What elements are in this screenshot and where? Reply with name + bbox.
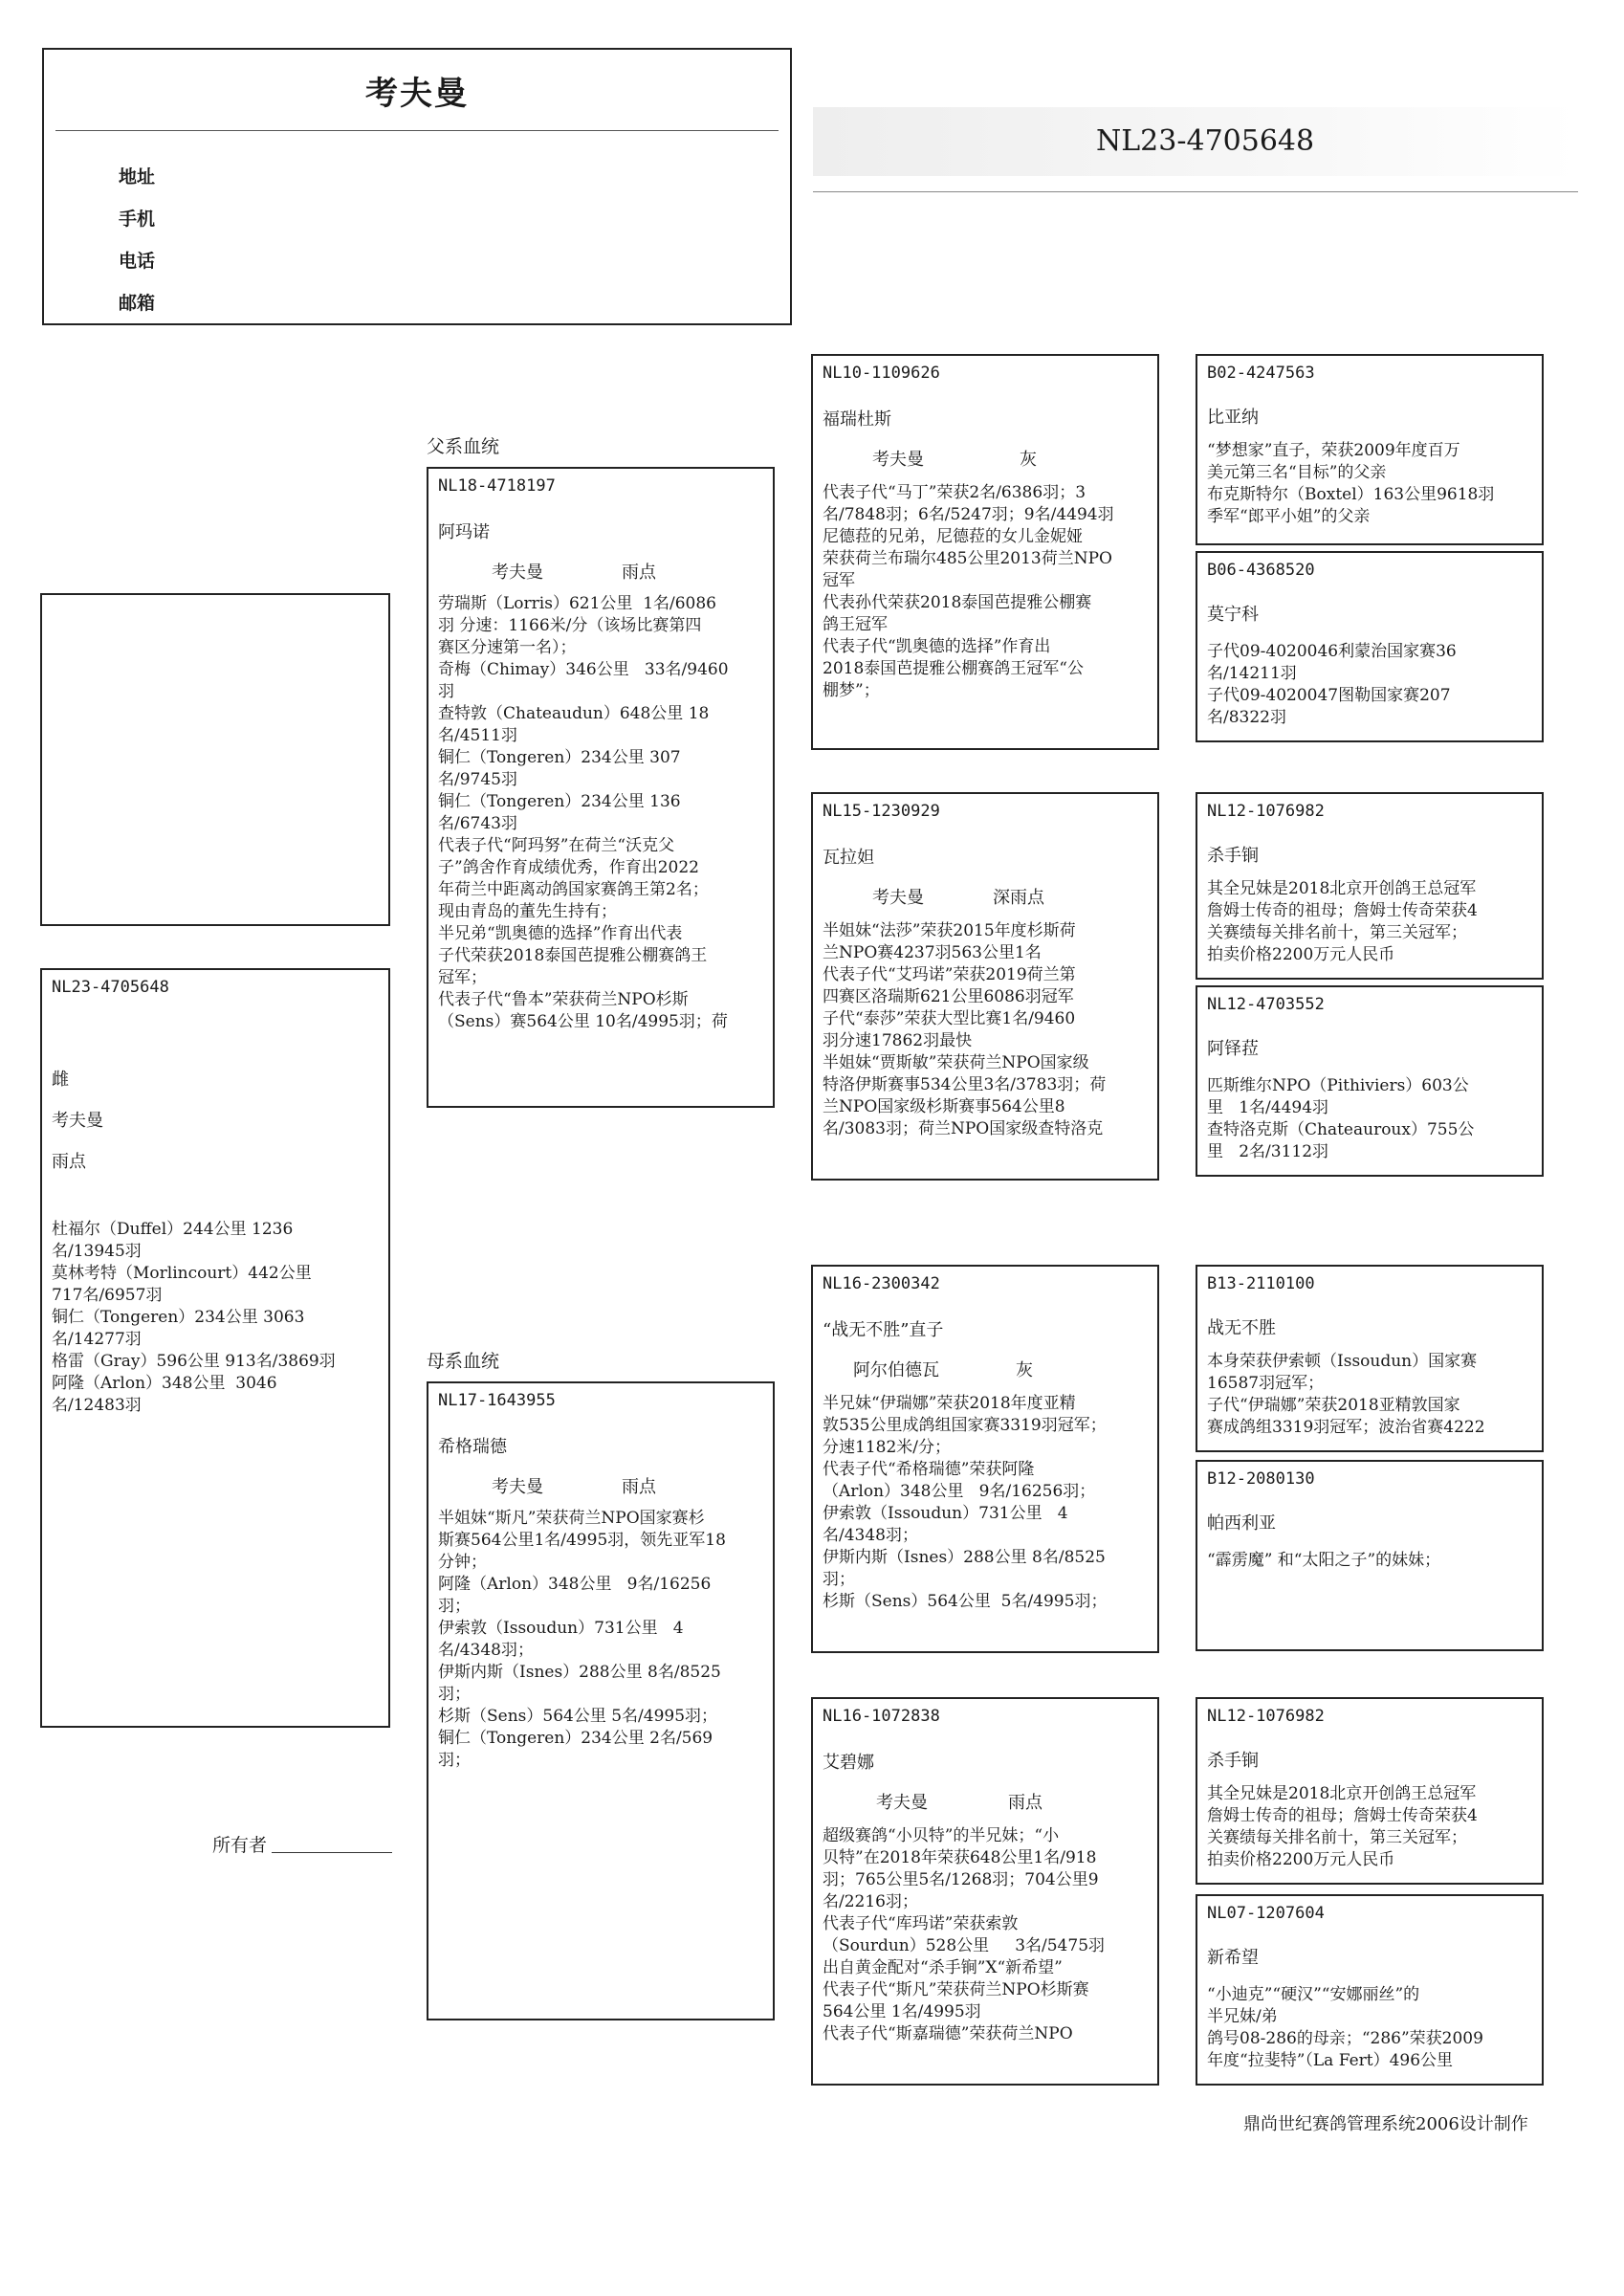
ggp-dsd-name: 帕西利亚 [1207, 1513, 1276, 1534]
photo-box [40, 593, 390, 926]
subject-results: 杜福尔（Duffel）244公里 1236 名/13945羽 莫林考特（Morlincourt）442公里 717名/6957羽 铜仁（Tongeren）234公里 3063 名/14277羽 格雷（Gray）596公里 913名/3869羽 阿隆（Arlon）348公里 3046 名/12483羽 [52, 1220, 336, 1415]
ggp-dsd-ring: B12-2080130 [1207, 1469, 1315, 1489]
gp-dd-name: 艾碧娜 [823, 1753, 874, 1773]
sire-card [427, 467, 775, 1108]
sire-breeder: 考夫曼 [492, 563, 543, 583]
owner-info-box [42, 48, 792, 325]
gp-sd-ring: NL15-1230929 [823, 802, 940, 821]
gp-dd-color: 雨点 [1008, 1793, 1042, 1813]
granddam-sire-card [811, 792, 1159, 1181]
ggp-ddd-description: “小迪克”“硬汉”“安娜丽丝”的 半兄妹/弟 鸽号08-286的母亲；“286”荣获2009 年度“拉斐特”（La Fert）496公里 [1207, 1985, 1483, 2070]
ggp-dss-card [1196, 1265, 1544, 1452]
gp-sd-name: 瓦拉妲 [823, 848, 874, 868]
gp-dd-description: 超级赛鸽“小贝特”的半兄妹；“小 贝特”在2018年荣获648公里1名/918 羽；765公里5名/1268羽；704公里9 名/2216羽； 代表子代“库玛诺”荣获索敦 （Sourdun）528公里 3名/5475羽 出自黄金配对“杀手锏”X“新希望” 代表子代“斯凡”荣获荷兰NPO杉斯赛 564公里 1名/4995羽 代表子代“斯嘉瑞德”荣获荷兰NPO [823, 1826, 1106, 2043]
ggp-sss-description: “梦想家”直子，荣获2009年度百万 美元第三名“目标”的父亲 布克斯特尔（Boxtel）163公里9618羽 季军“郎平小姐”的父亲 [1207, 441, 1495, 526]
ggp-dds-name: 杀手锏 [1207, 1751, 1259, 1771]
ggp-ddd-ring: NL07-1207604 [1207, 1904, 1325, 1923]
sire-color: 雨点 [622, 563, 656, 583]
ggp-dss-ring: B13-2110100 [1207, 1274, 1315, 1293]
subject-card [40, 968, 390, 1728]
gp-dd-breeder: 考夫曼 [876, 1793, 928, 1813]
owner-signature-line [272, 1852, 392, 1853]
ggp-sds-ring: NL12-1076982 [1207, 802, 1325, 821]
gp-ss-name: 福瑞杜斯 [823, 409, 891, 430]
ggp-sdd-ring: NL12-4703552 [1207, 995, 1325, 1014]
ggp-sdd-name: 阿铎菈 [1207, 1039, 1259, 1059]
ggp-ssd-card [1196, 551, 1544, 742]
ggp-sds-name: 杀手锏 [1207, 846, 1259, 866]
ggp-dsd-description: “霹雳魔” 和“太阳之子”的妹妹； [1207, 1551, 1441, 1570]
gp-ss-ring: NL10-1109626 [823, 364, 940, 383]
ggp-ssd-ring: B06-4368520 [1207, 561, 1315, 580]
gp-sd-description: 半姐妹“法莎”荣获2015年度杉斯荷 兰NPO赛4237羽563公里1名 代表子代“艾玛诺”荣获2019荷兰第 四赛区洛瑞斯621公里6086羽冠军 子代“泰莎”荣获大型比赛1名/9460 羽分速17862羽最快 半姐妹“贾斯敏”荣获荷兰NPO国家级 特洛伊斯赛事534公里3名/3783羽；荷 兰NPO国家级杉斯赛事564公里8 名/3083羽；荷兰NPO国家级查特洛克 [823, 921, 1107, 1138]
mobile-label: 手机 [119, 209, 156, 230]
grandsire-dam-card [811, 1265, 1159, 1653]
ggp-sdd-description: 匹斯维尔NPO（Pithiviers）603公 里 1名/4494羽 查特洛克斯（Chateauroux）755公 里 2名/3112羽 [1207, 1076, 1475, 1161]
dam-line-label: 母系血统 [427, 1351, 500, 1372]
gp-ds-breeder: 阿尔伯德瓦 [853, 1360, 939, 1380]
ggp-dds-description: 其全兄妹是2018北京开创鸽王总冠军 詹姆士传奇的祖母；詹姆士传奇荣获4 关赛绩每关排名前十，第三关冠军； 拍卖价格2200万元人民币 [1207, 1784, 1478, 1869]
gp-ds-ring: NL16-2300342 [823, 1274, 940, 1293]
ggp-dds-card [1196, 1697, 1544, 1885]
ggp-sss-ring: B02-4247563 [1207, 364, 1315, 383]
ggp-dss-description: 本身荣获伊索顿（Issoudun）国家赛 16587羽冠军； 子代“伊瑞娜”荣获2018亚精敦国家 赛成鸽组3319羽冠军；波治省赛4222 [1207, 1352, 1485, 1437]
dam-card [427, 1381, 775, 2020]
ggp-ddd-card [1196, 1894, 1544, 2086]
dam-color: 雨点 [622, 1477, 656, 1497]
ggp-sss-name: 比亚纳 [1207, 408, 1259, 428]
gp-sd-color: 深雨点 [993, 888, 1044, 908]
subject-color: 雨点 [52, 1152, 86, 1172]
sire-name: 阿玛诺 [438, 522, 490, 542]
owner-name: 考夫曼 [365, 75, 469, 113]
ggp-dsd-card [1196, 1460, 1544, 1651]
ggp-ssd-name: 莫宁科 [1207, 605, 1259, 625]
phone-label: 电话 [119, 251, 156, 272]
ggp-sds-card [1196, 792, 1544, 980]
ggp-dds-ring: NL12-1076982 [1207, 1707, 1325, 1726]
footer-credit: 鼎尚世纪赛鸽管理系统2006设计制作 [1243, 2114, 1528, 2134]
gp-dd-ring: NL16-1072838 [823, 1707, 940, 1726]
address-label: 地址 [119, 166, 156, 188]
subject-sex: 雌 [52, 1070, 69, 1090]
sire-line-label: 父系血统 [427, 436, 500, 457]
owner-divider [55, 130, 779, 131]
gp-sd-breeder: 考夫曼 [872, 888, 924, 908]
gp-ds-name: “战无不胜”直子 [823, 1320, 944, 1340]
owner-signature-label [212, 1831, 267, 1857]
sire-description: 劳瑞斯（Lorris）621公里 1名/6086 羽 分速：1166米/分（该场比赛第四 赛区分速第一名）； 奇梅（Chimay）346公里 33名/9460 羽 查特敦（Chateaudun）648公里 18 名/4511羽 铜仁（Tongeren）234公里 307 名/9745羽 铜仁（Tongeren）234公里 136 名/6743羽 代表子代“阿玛努”在荷兰“沃克父 子”鸽舍作育成绩优秀，作育出2022 年荷兰中距离动鸽国家赛鸽王第2名； 现由青岛的董先生持有； 半兄弟“凯奥德的选择”作育出代表 子代荣获2018泰国芭提雅公棚赛鸽王 冠军； 代表子代“鲁本”荣获荷兰NPO杉斯 （Sens）赛564公里 10名/4995羽；荷 [438, 594, 729, 1031]
dam-breeder: 考夫曼 [492, 1477, 543, 1497]
granddam-dam-card [811, 1697, 1159, 2086]
ggp-ddd-name: 新希望 [1207, 1948, 1259, 1968]
gp-ss-breeder: 考夫曼 [872, 450, 924, 470]
gp-ss-description: 代表子代“马丁”荣获2名/6386羽；3 名/7848羽；6名/5247羽；9名/4494羽 尼德菈的兄弟，尼德菈的女儿金妮娅 荣获荷兰布瑞尔485公里2013荷兰NPO 冠军 代表孙代荣获2018泰国芭提雅公棚赛 鸽王冠军 代表子代“凯奥德的选择”作育出 2018泰国芭提雅公棚赛鸽王冠军“公 棚梦”； [823, 483, 1114, 700]
dam-description: 半姐妹“斯凡”荣获荷兰NPO国家赛杉 斯赛564公里1名/4995羽，领先亚军18 分钟； 阿隆（Arlon）348公里 9名/16256 羽； 伊索敦（Issoudun）731公里 4 名/4348羽； 伊斯内斯（Isnes）288公里 8名/8525 羽； 杉斯（Sens）564公里 5名/4995羽； 铜仁（Tongeren）234公里 2名/569 羽； [438, 1509, 726, 1770]
subject-breeder: 考夫曼 [52, 1111, 103, 1131]
gp-ds-color: 灰 [1016, 1360, 1033, 1380]
header-divider [813, 191, 1578, 192]
ggp-sss-card [1196, 354, 1544, 545]
owner-label-text: 所有者 [212, 1835, 268, 1856]
grandsire-sire-card [811, 354, 1159, 750]
email-label: 邮箱 [119, 293, 156, 314]
gp-ss-color: 灰 [1020, 450, 1037, 470]
ggp-sdd-card [1196, 985, 1544, 1177]
ggp-dss-name: 战无不胜 [1207, 1318, 1276, 1338]
sire-ring: NL18-4718197 [438, 476, 556, 496]
ggp-sds-description: 其全兄妹是2018北京开创鸽王总冠军 詹姆士传奇的祖母；詹姆士传奇荣获4 关赛绩每关排名前十，第三关冠军； 拍卖价格2200万元人民币 [1207, 879, 1478, 964]
dam-ring: NL17-1643955 [438, 1391, 556, 1410]
gp-ds-description: 半兄妹“伊瑞娜”荣获2018年度亚精 敦535公里成鸽组国家赛3319羽冠军； 分速1182米/分； 代表子代“希格瑞德”荣获阿隆 （Arlon）348公里 9名/16256羽； 伊索敦（Issoudun）731公里 4 名/4348羽； 伊斯内斯（Isnes）288公里 8名/8525 羽； 杉斯（Sens）564公里 5名/4995羽； [823, 1394, 1108, 1611]
ggp-ssd-description: 子代09-4020046利蒙治国家赛36 名/14211羽 子代09-4020047图勒国家赛207 名/8322羽 [1207, 642, 1457, 727]
subject-ring: NL23-4705648 [52, 978, 169, 997]
dam-name: 希格瑞德 [438, 1437, 507, 1457]
main-ring-number: NL23-4705648 [1096, 124, 1315, 158]
